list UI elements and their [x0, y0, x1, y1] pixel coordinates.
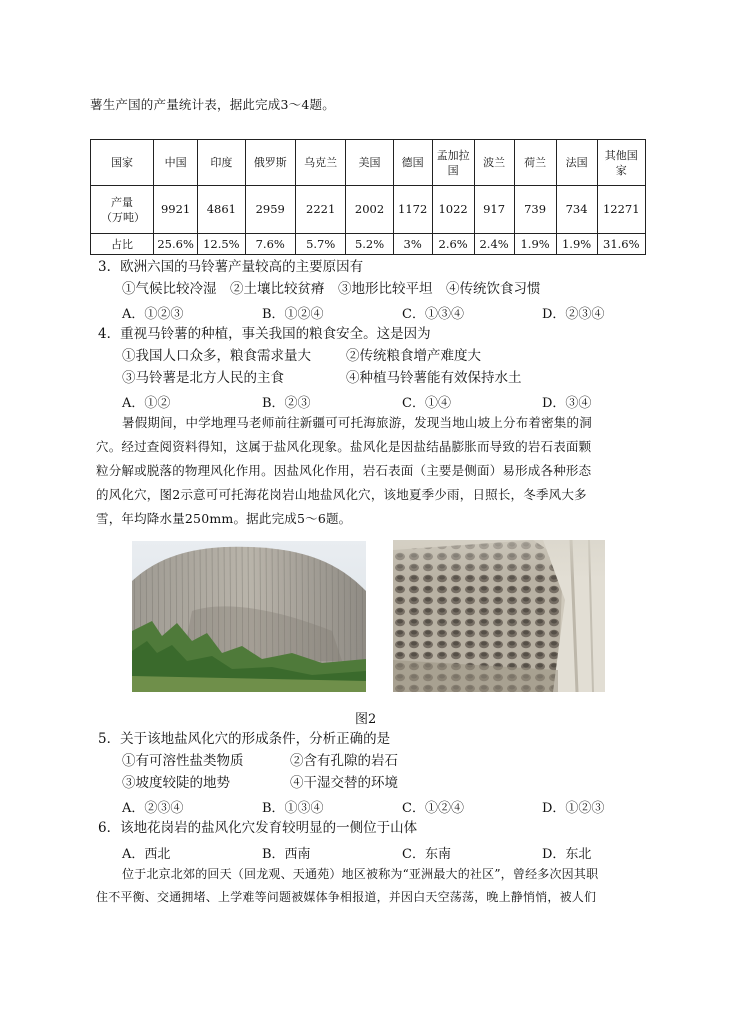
table-row-header [91, 140, 646, 186]
figure-caption: 图2 [355, 712, 377, 727]
passage2-line: 位于北京北郊的回天（回龙观、天通苑）地区被称为“亚洲最大的社区”，曾经多次因其职 [122, 867, 599, 881]
table-cell: 7.6% [245, 234, 295, 255]
table-cell: 2959 [245, 186, 295, 234]
passage1-line: 穴。经过查阅资料得知，这属于盐风化现象。盐风化是因盐结晶膨胀而导致的岩石表面颗 [96, 439, 592, 454]
q6-option-d[interactable]: D．东北 [542, 847, 592, 862]
table-row-output [91, 186, 646, 234]
table-cell: 3% [393, 234, 432, 255]
table-cell: 917 [474, 186, 514, 234]
honeycomb-weathering-photo [393, 540, 605, 692]
table-cell: 5.2% [346, 234, 393, 255]
q6-option-a[interactable]: A．西北 [122, 847, 171, 862]
table-cell: 4861 [198, 186, 245, 234]
q4-stem: 4．重视马铃薯的种植，事关我国的粮食安全。这是因为 [98, 326, 431, 342]
q3-option-d[interactable]: D．②③④ [542, 307, 605, 322]
table-cell: 印度 [198, 140, 245, 186]
table-cell: 其他国家 [597, 140, 645, 186]
table-cell: 739 [514, 186, 556, 234]
table-cell: 12271 [597, 186, 645, 234]
table-cell: 国家 [91, 140, 154, 186]
table-cell: 波兰 [474, 140, 514, 186]
table-cell: 2002 [346, 186, 393, 234]
passage1-line: 暑假期间，中学地理马老师前往新疆可可托海旅游，发现当地山坡上分布着密集的洞 [122, 415, 592, 430]
table-cell: 12.5% [198, 234, 245, 255]
table-cell: 25.6% [154, 234, 198, 255]
q3-option-b[interactable]: B．①②④ [262, 307, 324, 322]
table-cell: 孟加拉国 [432, 140, 474, 186]
passage1-line: 雪，年均降水量250mm。据此完成5～6题。 [96, 511, 352, 526]
table-cell: 2.6% [432, 234, 474, 255]
table-cell: 1172 [393, 186, 432, 234]
q4-item-4: ④种植马铃薯能有效保持水土 [346, 370, 522, 386]
q4-option-d[interactable]: D．③④ [542, 396, 592, 411]
table-cell: 德国 [393, 140, 432, 186]
honeycomb-weathering-image [393, 540, 605, 692]
q4-option-a[interactable]: A．①② [122, 396, 171, 411]
passage2-line: 住不平衡、交通拥堵、上学难等问题被媒体争相报道，并因白天空荡荡，晚上静悄悄，被人们 [96, 890, 597, 904]
intro-line: 薯生产国的产量统计表，据此完成3～4题。 [90, 97, 335, 112]
q3-option-a[interactable]: A．①②③ [122, 307, 184, 322]
passage1-line: 粒分解或脱落的物理风化作用。因盐风化作用，岩石表面（主要是侧面）易形成各种形态 [96, 463, 592, 478]
passage1-line: 的风化穴，图2示意可可托海花岗岩山地盐风化穴，该地夏季少雨，日照长，冬季风大多 [96, 487, 587, 502]
table-cell: 俄罗斯 [245, 140, 295, 186]
table-cell: 占比 [91, 234, 154, 255]
table-cell: 1.9% [556, 234, 597, 255]
q3-items: ①气候比较冷湿 ②土壤比较贫瘠 ③地形比较平坦 ④传统饮食习惯 [122, 281, 541, 297]
q4-item-3: ③马铃薯是北方人民的主食 [122, 370, 284, 386]
q4-item-2: ②传统粮食增产难度大 [346, 348, 481, 364]
table-cell: 美国 [346, 140, 393, 186]
q5-option-b[interactable]: B．①③④ [262, 801, 324, 816]
table-cell: 2221 [295, 186, 345, 234]
q5-option-d[interactable]: D．①②③ [542, 801, 605, 816]
table-cell: 1.9% [514, 234, 556, 255]
q6-stem: 6．该地花岗岩的盐风化穴发育较明显的一侧位于山体 [98, 820, 418, 836]
q4-option-c[interactable]: C．①④ [402, 396, 451, 411]
table-row-share [91, 234, 646, 255]
table-cell: 2.4% [474, 234, 514, 255]
potato-production-table [90, 139, 646, 255]
table-cell: 31.6% [597, 234, 645, 255]
table-cell: 产量（万吨） [91, 186, 154, 234]
table-cell: 乌克兰 [295, 140, 345, 186]
granite-mountain-image [132, 541, 366, 692]
table-cell: 734 [556, 186, 597, 234]
q6-option-b[interactable]: B．西南 [262, 847, 311, 862]
table-cell: 中国 [154, 140, 198, 186]
table-cell: 法国 [556, 140, 597, 186]
granite-mountain-photo [132, 541, 366, 692]
table-cell: 9921 [154, 186, 198, 234]
q6-option-c[interactable]: C．东南 [402, 847, 451, 862]
q5-item-1: ①有可溶性盐类物质 [122, 753, 244, 769]
q5-stem: 5．关于该地盐风化穴的形成条件，分析正确的是 [98, 731, 391, 747]
q5-option-a[interactable]: A．②③④ [122, 801, 184, 816]
q5-item-3: ③坡度较陡的地势 [122, 775, 230, 791]
table-cell: 1022 [432, 186, 474, 234]
table-cell: 荷兰 [514, 140, 556, 186]
q4-option-b[interactable]: B．②③ [262, 396, 311, 411]
q3-stem: 3．欧洲六国的马铃薯产量较高的主要原因有 [98, 259, 364, 275]
table-cell: 5.7% [295, 234, 345, 255]
q3-option-c[interactable]: C．①③④ [402, 307, 464, 322]
q5-option-c[interactable]: C．①②④ [402, 801, 464, 816]
q5-item-4: ④干湿交替的环境 [290, 775, 398, 791]
q5-item-2: ②含有孔隙的岩石 [290, 753, 398, 769]
q4-item-1: ①我国人口众多，粮食需求量大 [122, 348, 311, 364]
